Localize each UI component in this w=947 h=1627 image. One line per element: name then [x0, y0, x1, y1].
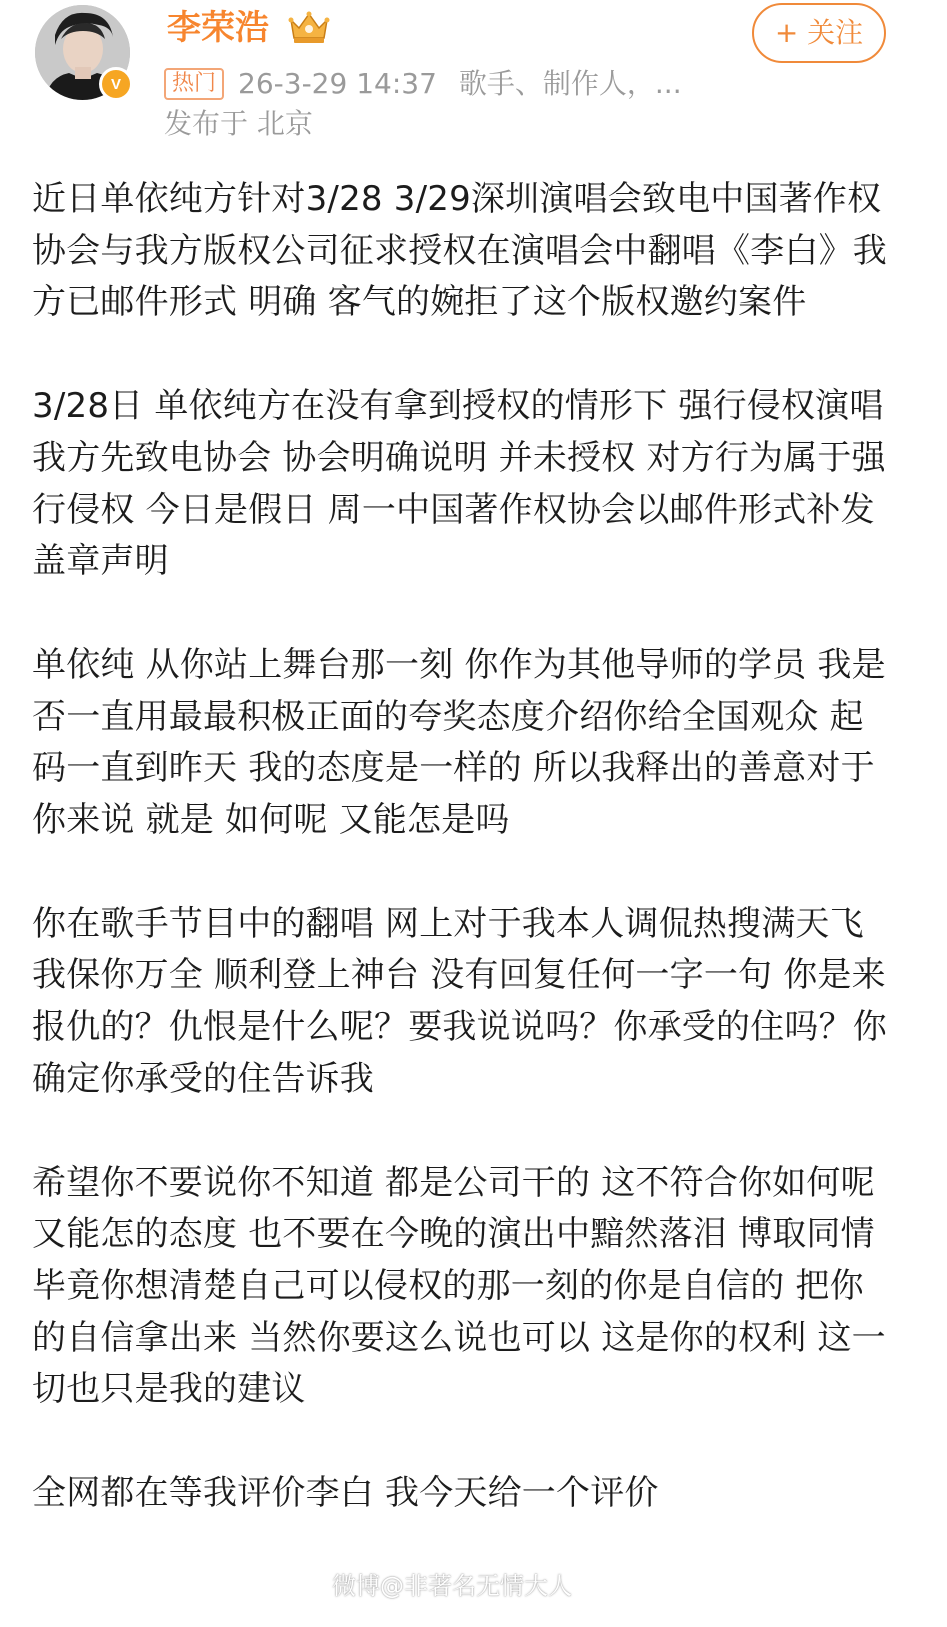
vip-crown-icon: [287, 10, 331, 46]
post-paragraph: 单依纯 从你站上舞台那一刻 你作为其他导师的学员 我是否一直用最最积极正面的夸奖态度介绍你给全国观众 起码一直到昨天 我的态度是一样的 所以我释出的善意对于你来说 就是 如何呢 又能怎是吗: [32, 644, 886, 841]
svg-text:V: V: [110, 76, 122, 93]
post-timestamp: 26-3-29 14:37: [238, 67, 437, 100]
post-paragraph: 3/28日 单依纯方在没有拿到授权的情形下 强行侵权演唱 我方先致电协会 协会明确说明 并未授权 对方行为属于强行侵权 今日是假日 周一中国著作权协会以邮件形式补发盖章声明: [32, 386, 886, 582]
user-tagline: 歌手、制作人，...: [458, 67, 682, 100]
post-location: 发布于 北京: [164, 107, 313, 140]
weibo-watermark: 微博@非著名无情大人: [332, 1572, 572, 1600]
post-header: [0, 0, 947, 160]
username[interactable]: 李荣浩: [167, 8, 269, 48]
post-paragraph: 希望你不要说你不知道 都是公司干的 这不符合你如何呢 又能怎的态度 也不要在今晚的演出中黯然落泪 博取同情 毕竟你想清楚自己可以侵权的那一刻的你是自信的 把你的自信拿出来 当然你要这么说也可以 这是你的权利 这一切也只是我的建议: [32, 1162, 886, 1410]
hot-badge: 热门: [164, 68, 224, 100]
post-paragraph: 你在歌手节目中的翻唱 网上对于我本人调侃热搜满天飞 我保你万全 顺利登上神台 没有回复任何一字一句 你是来报仇的？仇恨是什么呢？要我说说吗？你承受的住吗？你确定你承受的住告诉我: [32, 903, 887, 1099]
post-paragraph: 全网都在等我评价李白 我今天给一个评价: [32, 1473, 659, 1514]
post-meta: [164, 64, 682, 104]
post-paragraph: 近日单依纯方针对3/28 3/29深圳演唱会致电中国著作权协会与我方版权公司征求授权在演唱会中翻唱《李白》我方已邮件形式 明确 客气的婉拒了这个版权邀约案件: [32, 179, 887, 323]
post-body: [32, 174, 892, 1520]
verified-badge-icon: [99, 67, 133, 101]
follow-button[interactable]: + 关注: [752, 3, 886, 63]
